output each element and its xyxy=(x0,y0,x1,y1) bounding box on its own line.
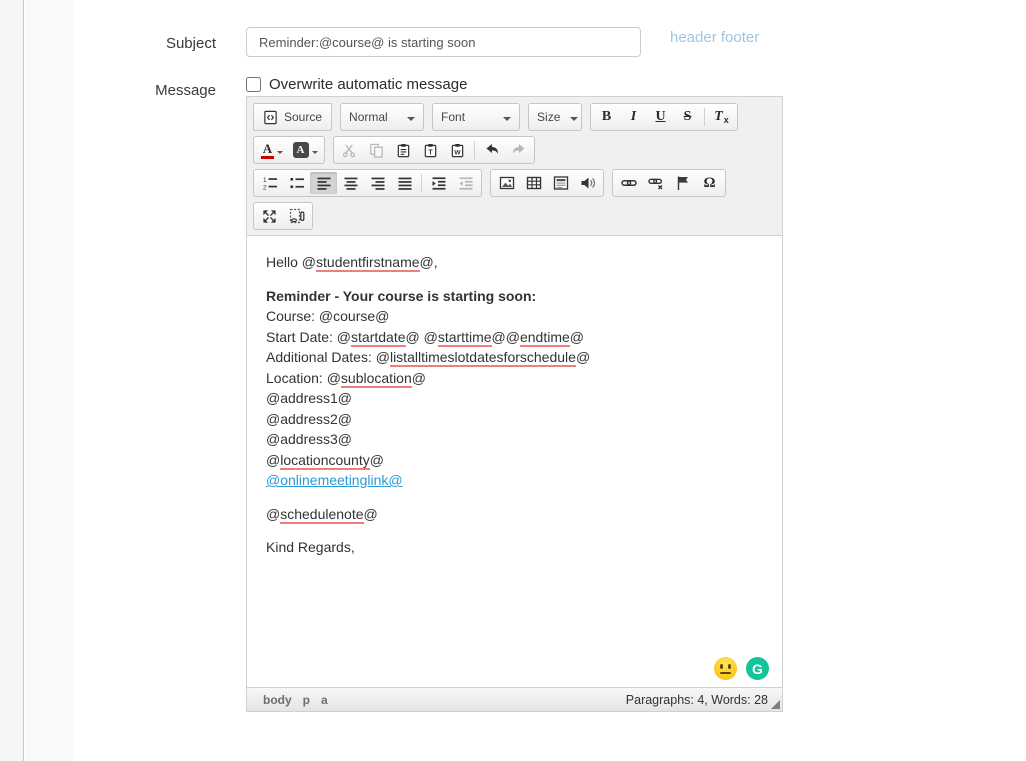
svg-text:T: T xyxy=(428,148,433,156)
element-path xyxy=(263,693,328,707)
insert-link-button[interactable] xyxy=(615,172,642,194)
maximize-icon xyxy=(262,209,277,224)
underline-button[interactable] xyxy=(647,106,674,128)
grammarly-icon[interactable]: G xyxy=(746,657,769,680)
align-center-button[interactable] xyxy=(337,172,364,194)
text-segment: @ xyxy=(266,505,281,522)
toolbar-separator xyxy=(474,141,475,159)
bulleted-list-button[interactable] xyxy=(283,172,310,194)
chevron-down-icon xyxy=(407,117,415,125)
insert-table-button[interactable] xyxy=(520,172,547,194)
text-segment: @ @ xyxy=(405,328,438,345)
text-segment: Course: @course@ xyxy=(266,308,390,324)
justify-button[interactable] xyxy=(391,172,418,194)
font-size-value: Size xyxy=(537,110,561,124)
template-variable-misspelled: startdate xyxy=(351,328,406,345)
paste-from-word-icon xyxy=(450,143,465,158)
element-path-p[interactable]: p xyxy=(302,692,311,707)
text-segment: Location: @ xyxy=(266,369,341,386)
subject-label: Subject xyxy=(165,35,216,52)
text-segment: @ xyxy=(266,451,281,468)
paste-plain-text-button[interactable] xyxy=(417,139,444,161)
editor-content-text xyxy=(266,252,763,558)
unlink-button[interactable] xyxy=(642,172,669,194)
audio-speaker-icon xyxy=(580,175,596,191)
svg-text:1: 1 xyxy=(262,177,267,184)
editor-paragraph xyxy=(266,537,763,558)
chevron-down-icon xyxy=(570,117,578,125)
element-path-a[interactable]: a xyxy=(321,692,328,707)
element-path-body[interactable]: body xyxy=(263,692,292,707)
template-document-icon xyxy=(553,175,569,191)
decrease-indent-icon xyxy=(458,175,474,191)
text-segment: @, xyxy=(419,254,438,270)
paste-icon xyxy=(396,143,411,158)
unlink-icon xyxy=(648,175,664,191)
numbered-list-icon xyxy=(262,175,278,191)
cut-button[interactable] xyxy=(336,139,363,161)
maximize-button[interactable] xyxy=(256,205,283,227)
template-variable-misspelled: starttime xyxy=(437,328,492,345)
emoji-picker-icon[interactable] xyxy=(714,657,737,680)
anchor-button[interactable] xyxy=(669,172,696,194)
align-center-icon xyxy=(343,175,359,191)
flag-anchor-icon xyxy=(675,175,691,191)
align-left-button[interactable] xyxy=(310,172,337,194)
template-variable-misspelled: studentfirstname xyxy=(316,254,420,270)
show-blocks-button[interactable] xyxy=(283,205,310,227)
insert-image-button[interactable] xyxy=(493,172,520,194)
text-segment: Start Date: @ xyxy=(266,328,352,345)
paragraph-format-value: Normal xyxy=(349,110,388,124)
remove-format-icon: T xyxy=(714,109,723,124)
text-segment: @address1@ xyxy=(266,390,353,406)
editor-paragraph xyxy=(266,504,763,525)
paste-plain-text-icon xyxy=(423,143,438,158)
decrease-indent-button[interactable] xyxy=(452,172,479,194)
omega-icon: Ω xyxy=(703,174,716,191)
text-segment: @ xyxy=(411,369,426,386)
font-name-value: Font xyxy=(441,110,466,124)
cut-icon xyxy=(342,143,357,158)
text-segment: @ xyxy=(369,451,384,468)
source-button-label: Source xyxy=(284,110,323,124)
subject-input[interactable] xyxy=(246,27,641,57)
word-count: Paragraphs: 4, Words: 28 xyxy=(625,692,768,707)
text-segment: Reminder - Your course is starting soon: xyxy=(266,287,537,304)
italic-icon: I xyxy=(630,109,637,124)
text-segment: @address2@ xyxy=(266,410,353,427)
copy-icon xyxy=(369,143,384,158)
template-variable-link[interactable]: @onlinemeetinglink@ xyxy=(266,472,403,488)
text-segment: Kind Regards, xyxy=(266,539,355,555)
header-footer-link[interactable]: header footer xyxy=(670,29,760,46)
chevron-down-icon xyxy=(277,151,283,157)
remove-format-button[interactable]: T x xyxy=(714,109,729,125)
underline-icon: U xyxy=(655,109,666,124)
template-variable-misspelled: endtime xyxy=(519,328,570,345)
background-color-button[interactable] xyxy=(289,139,322,161)
overwrite-message-label: Overwrite automatic message xyxy=(269,76,468,93)
text-segment: @address3@ xyxy=(266,431,353,447)
text-segment: Hello @ xyxy=(266,254,317,270)
align-right-button[interactable] xyxy=(364,172,391,194)
numbered-list-button[interactable] xyxy=(256,172,283,194)
editor-toolbar xyxy=(247,97,782,236)
link-icon xyxy=(621,175,637,191)
editor-resize-handle[interactable] xyxy=(771,700,780,709)
template-variable-misspelled: locationcounty xyxy=(280,451,370,468)
align-left-icon xyxy=(316,175,332,191)
text-color-icon: A xyxy=(261,142,274,159)
italic-button[interactable] xyxy=(620,106,647,128)
insert-template-button[interactable] xyxy=(547,172,574,194)
template-variable-misspelled: schedulenote xyxy=(280,505,364,522)
text-color-button[interactable] xyxy=(256,139,289,161)
special-character-button[interactable] xyxy=(696,172,723,194)
text-segment: @ xyxy=(575,349,591,365)
justify-icon xyxy=(397,175,413,191)
toolbar-separator xyxy=(421,174,422,192)
background-color-icon: A xyxy=(293,142,309,158)
show-blocks-icon xyxy=(289,208,305,224)
editor-status-bar xyxy=(247,687,782,711)
svg-text:W: W xyxy=(454,148,461,156)
message-label: Message xyxy=(155,82,216,99)
paste-from-word-button[interactable] xyxy=(444,139,471,161)
template-variable-misspelled: listalltimeslotdatesforschedule xyxy=(389,349,576,365)
text-segment: @ xyxy=(569,328,584,345)
strikethrough-button[interactable] xyxy=(674,106,701,128)
image-icon xyxy=(499,175,515,191)
table-icon xyxy=(526,175,542,191)
insert-audio-button[interactable] xyxy=(574,172,601,194)
font-name-dropdown[interactable] xyxy=(432,103,520,131)
bulleted-list-icon xyxy=(289,175,305,191)
chevron-down-icon xyxy=(503,117,511,125)
font-size-dropdown[interactable] xyxy=(528,103,582,131)
editor-paragraph xyxy=(266,286,763,491)
paste-button[interactable] xyxy=(390,139,417,161)
template-variable-misspelled: sublocation xyxy=(340,369,412,386)
paragraph-format-dropdown[interactable] xyxy=(340,103,424,131)
text-segment: @ xyxy=(363,505,378,522)
toolbar-separator xyxy=(704,108,705,126)
chevron-down-icon xyxy=(312,151,318,157)
increase-indent-button[interactable] xyxy=(425,172,452,194)
source-icon xyxy=(263,110,278,125)
undo-button[interactable] xyxy=(478,139,505,161)
copy-button[interactable] xyxy=(363,139,390,161)
editor-content[interactable] xyxy=(247,236,782,687)
text-segment: Additional Dates: @ xyxy=(266,349,390,365)
bold-icon: B xyxy=(601,109,612,124)
strikethrough-icon: S xyxy=(683,109,692,124)
undo-icon xyxy=(484,142,500,158)
editor-paragraph xyxy=(266,252,763,273)
source-button[interactable] xyxy=(253,103,332,131)
redo-icon xyxy=(511,142,527,158)
left-sidebar-strip xyxy=(0,0,24,761)
svg-text:2: 2 xyxy=(262,184,267,191)
align-right-icon xyxy=(370,175,386,191)
rich-text-editor xyxy=(246,96,783,712)
left-sidebar-panel xyxy=(25,0,73,761)
redo-button[interactable] xyxy=(505,139,532,161)
text-segment: @@ xyxy=(491,328,520,345)
increase-indent-icon xyxy=(431,175,447,191)
bold-button[interactable] xyxy=(593,106,620,128)
overwrite-message-checkbox[interactable] xyxy=(246,77,261,92)
